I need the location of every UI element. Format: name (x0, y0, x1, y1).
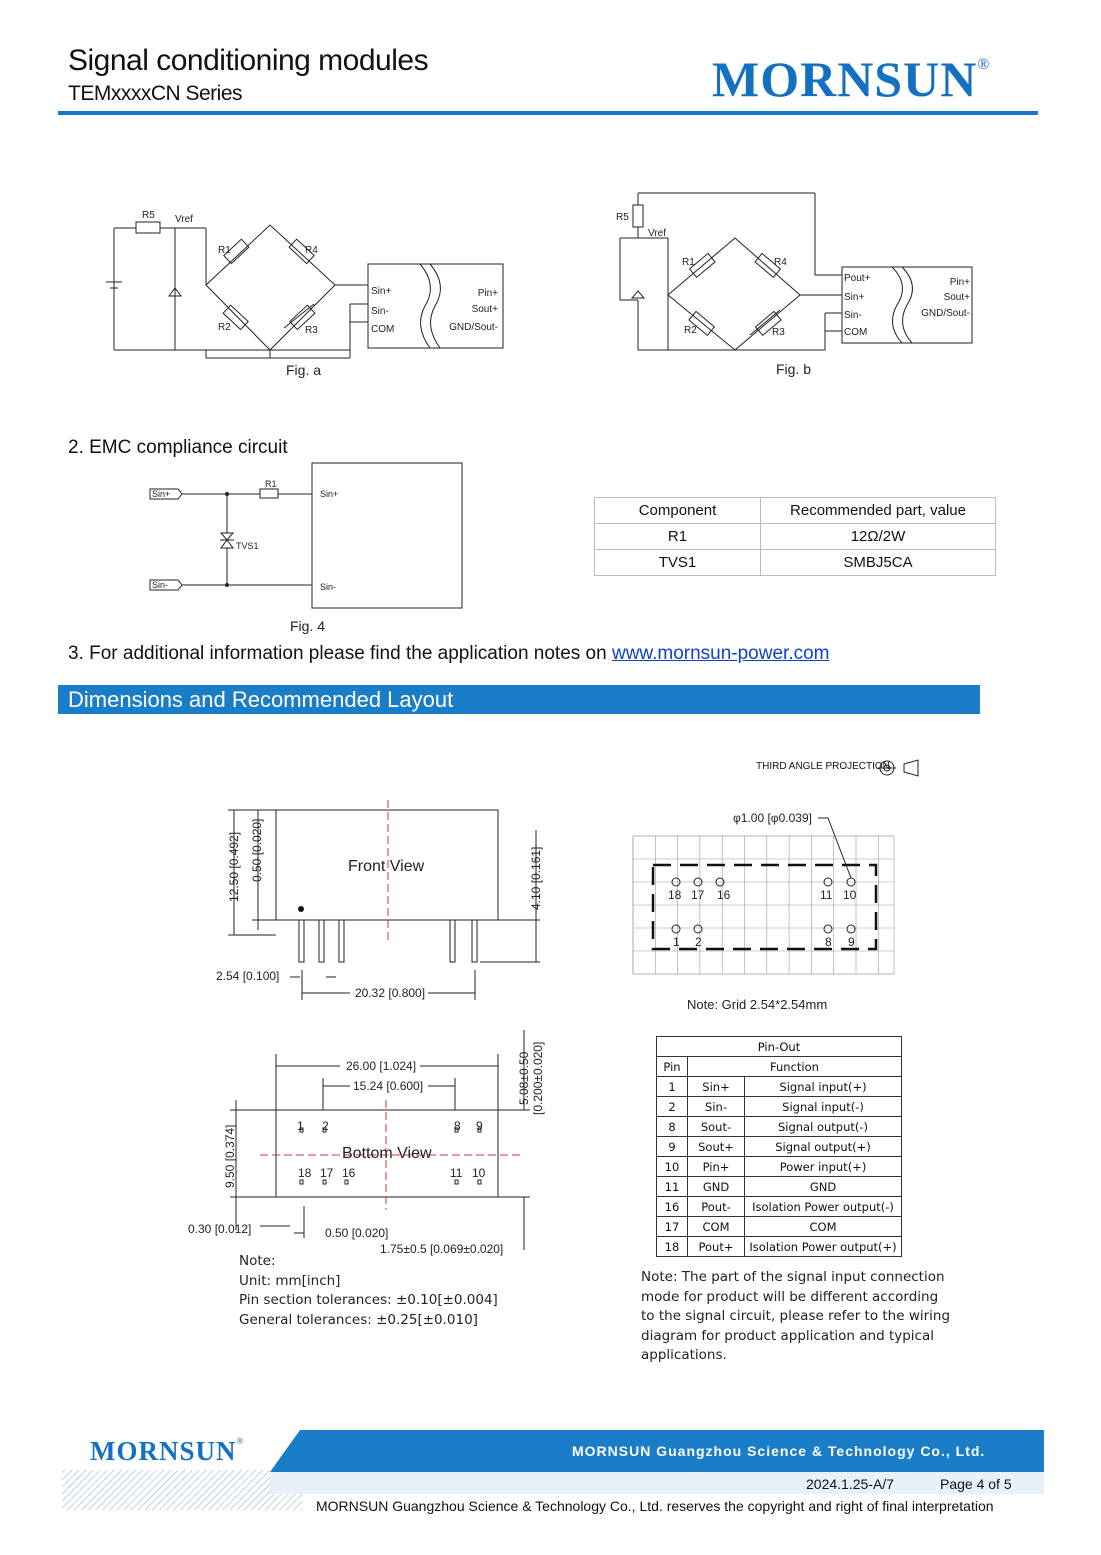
pin-number: 2 (657, 1097, 688, 1117)
emc-circuit (140, 460, 470, 640)
layout-pin-10: 10 (843, 888, 857, 902)
table-row (657, 1077, 902, 1097)
table-row (657, 1217, 902, 1237)
pin-width: 0.30 [0.012] (188, 1222, 252, 1236)
pin-name: Sin+ (688, 1077, 745, 1097)
pin-function: Isolation Power output(-) (745, 1197, 902, 1217)
table-row (657, 1137, 902, 1157)
bottom-view-pin-span: 15.24 [0.600] (353, 1079, 424, 1093)
bottom-pin-16: 16 (342, 1166, 356, 1180)
note-line: Unit: mm[inch] (239, 1272, 341, 1289)
fig-b-pout-plus: Pout+ (844, 273, 871, 284)
fig-b-caption: Fig. b (776, 361, 812, 377)
pin-function: Power input(+) (745, 1157, 902, 1177)
fig-b-r2-label: R2 (684, 325, 697, 336)
note-line: Note: (239, 1253, 276, 1269)
pin-name: Sin- (688, 1097, 745, 1117)
pin-function: GND (745, 1177, 902, 1197)
logo-text: MORNSUN (712, 51, 978, 107)
emc-r1-label: R1 (265, 479, 277, 489)
fig-b-r4-label: R4 (774, 257, 787, 268)
layout-pin-9: 9 (848, 935, 855, 949)
emc-sin-minus-tag: Sin- (152, 580, 169, 590)
fig-b-r5-label: R5 (616, 212, 629, 223)
fig-b-vref-label: Vref (648, 228, 666, 239)
note-line: applications. (641, 1347, 727, 1363)
emc-sin-plus-pin: Sin+ (320, 489, 339, 499)
footer-logo-text: MORNSUN (90, 1436, 237, 1466)
table-row (657, 1157, 902, 1177)
fig-b-sout-plus: Sout+ (943, 292, 970, 303)
note-line: mode for product will be different according (641, 1288, 939, 1305)
pin-name: Sout+ (688, 1137, 745, 1157)
layout-pin-11: 11 (820, 888, 833, 902)
pin1-marker-icon (298, 906, 304, 912)
fig-a-r4-label: R4 (305, 245, 318, 256)
pin-function: Isolation Power output(+) (745, 1237, 902, 1257)
page-title: Signal conditioning modules (68, 44, 429, 77)
front-view-height: 12.50 [0.492] (227, 831, 241, 902)
fig-a-com: COM (371, 324, 395, 335)
pin-name: Pout+ (688, 1237, 745, 1257)
fig-b-r1-label: R1 (682, 257, 695, 268)
page-number: Page 4 of 5 (940, 1476, 1012, 1492)
component-table (594, 497, 996, 576)
fig-a-sin-minus: Sin- (371, 306, 389, 317)
mornsun-website-link[interactable]: www.mornsun-power.com (611, 643, 830, 664)
bottom-pin-9: 9 (476, 1119, 483, 1133)
bottom-pin-18: 18 (298, 1166, 312, 1180)
table-title: Pin-Out (657, 1037, 902, 1057)
pin-function: Signal input(-) (745, 1097, 902, 1117)
table-row (657, 1177, 902, 1197)
hole-diameter: φ1.00 [φ0.039] (733, 811, 812, 825)
pin-function: Signal input(+) (745, 1077, 902, 1097)
fig-b-sin-plus: Sin+ (844, 292, 865, 303)
fig-a-circuit (100, 200, 520, 385)
table-row (657, 1117, 902, 1137)
grid-note: Note: Grid 2.54*2.54mm (687, 997, 828, 1012)
bottom-pin-10: 10 (472, 1166, 486, 1180)
fig-a-r2-label: R2 (218, 322, 231, 333)
fig-b-pin-plus: Pin+ (949, 277, 970, 288)
pin-diameter: 0.50 [0.020] (325, 1226, 389, 1240)
emc-sin-plus-tag: Sin+ (152, 489, 171, 499)
front-view-gap: 0.50 [0.020] (250, 818, 264, 882)
pinout-table (656, 1036, 902, 1257)
pin-number: 17 (657, 1217, 688, 1237)
fig-b-com: COM (844, 327, 868, 338)
pin-name: GND (688, 1177, 745, 1197)
note-line: to the signal circuit, please refer to the wiring (641, 1308, 951, 1324)
fig-a-r3-label: R3 (305, 325, 318, 336)
bottom-view-height: 9.50 [0.374] (223, 1124, 237, 1188)
front-view-drawing (210, 800, 550, 1010)
header-rule (58, 111, 1038, 115)
fig-b-gnd-sout: GND/Sout- (921, 308, 970, 319)
bottom-view-width: 26.00 [1.024] (346, 1059, 417, 1073)
fig-a-sout-plus: Sout+ (471, 304, 498, 315)
footer-date: 2024.1.25-A/7 (806, 1476, 894, 1492)
bottom-pin-11: 11 (450, 1166, 463, 1180)
note-line: Pin section tolerances: ±0.10[±0.004] (239, 1292, 498, 1308)
pin-function: COM (745, 1217, 902, 1237)
note-line: Note: The part of the signal input connection (641, 1269, 945, 1285)
footer-registered-mark: ® (236, 1436, 245, 1446)
projection-label: THIRD ANGLE PROJECTION (756, 761, 890, 772)
table-row (657, 1237, 902, 1257)
front-view-span: 20.32 [0.800] (355, 986, 426, 1000)
table-row (595, 498, 996, 524)
pin-name: Pout- (688, 1197, 745, 1217)
note-text: 3. For additional information please find the application notes on (68, 643, 612, 664)
fig-a-pin-plus: Pin+ (477, 288, 498, 299)
pin-function: Signal output(-) (745, 1117, 902, 1137)
pin-function: Signal output(+) (745, 1137, 902, 1157)
table-row (657, 1037, 902, 1057)
fig-b-r3-label: R3 (772, 327, 785, 338)
emc-caption: Fig. 4 (290, 618, 326, 634)
table-header: Component (595, 498, 761, 524)
pin-name: Sout- (688, 1117, 745, 1137)
layout-pin-17: 17 (691, 888, 705, 902)
pinout-note (641, 1268, 950, 1366)
bottom-pin-17: 17 (320, 1166, 334, 1180)
table-cell: SMBJ5CA (761, 550, 996, 576)
table-header: Function (688, 1057, 902, 1077)
pin-name: COM (688, 1217, 745, 1237)
emc-heading: 2. EMC compliance circuit (68, 437, 288, 458)
fig-b-circuit (610, 185, 980, 385)
table-row (657, 1197, 902, 1217)
fig-a-gnd-sout: GND/Sout- (449, 322, 498, 333)
layout-pin-2: 2 (695, 935, 702, 949)
front-view-pitch: 2.54 [0.100] (216, 969, 280, 983)
bottom-view-title: Bottom View (342, 1145, 432, 1162)
registered-mark: ® (977, 56, 991, 73)
layout-pin-8: 8 (825, 935, 832, 949)
pin-number: 16 (657, 1197, 688, 1217)
table-cell: 12Ω/2W (761, 524, 996, 550)
additional-info-note (68, 643, 830, 665)
layout-pin-1: 1 (673, 935, 680, 949)
pin-name: Pin+ (688, 1157, 745, 1177)
emc-tvs1-label: TVS1 (236, 541, 259, 551)
pin-number: 9 (657, 1137, 688, 1157)
table-row (657, 1057, 902, 1077)
fig-a-caption: Fig. a (286, 362, 322, 378)
series-name: TEMxxxxCN Series (68, 82, 243, 105)
bottom-pin-1: 1 (297, 1119, 304, 1133)
table-row (657, 1097, 902, 1117)
fig-a-sin-plus: Sin+ (371, 286, 392, 297)
bottom-pin-8: 8 (454, 1119, 461, 1133)
table-header: Pin (657, 1057, 688, 1077)
footer-company: MORNSUN Guangzhou Science & Technology Co., Ltd. (572, 1443, 986, 1459)
copyright: MORNSUN Guangzhou Science & Technology Co., Ltd. reserves the copyright and right of final interpretation (316, 1498, 994, 1514)
pin-number: 11 (657, 1177, 688, 1197)
pin-offset: 1.75±0.5 [0.069±0.020] (380, 1242, 504, 1256)
layout-pin-16: 16 (717, 888, 731, 902)
bottom-view-row-pitch-inch: [0.200±0.020] (531, 1041, 545, 1115)
note-line: diagram for product application and typical (641, 1327, 934, 1344)
pin-number: 10 (657, 1157, 688, 1177)
pin-number: 8 (657, 1117, 688, 1137)
layout-pin-18: 18 (668, 888, 682, 902)
fig-a-r5-label: R5 (142, 210, 155, 221)
recommended-layout-drawing (630, 808, 900, 1018)
fig-a-r1-label: R1 (218, 245, 231, 256)
front-view-pin-length: 4.10 [0.161] (529, 846, 543, 910)
table-cell: TVS1 (595, 550, 761, 576)
pin-number: 18 (657, 1237, 688, 1257)
note-line: General tolerances: ±0.25[±0.010] (239, 1311, 478, 1328)
section-title: Dimensions and Recommended Layout (68, 687, 454, 712)
fig-a-vref-label: Vref (175, 214, 193, 225)
footer-logo (90, 1436, 244, 1467)
bottom-view-drawing (180, 1030, 560, 1260)
table-cell: R1 (595, 524, 761, 550)
emc-sin-minus-pin: Sin- (320, 582, 337, 592)
dimension-notes (239, 1252, 498, 1330)
fig-b-sin-minus: Sin- (844, 310, 862, 321)
bottom-view-row-pitch: 5.08±0.50 (517, 1051, 531, 1105)
bottom-pin-2: 2 (322, 1119, 329, 1133)
table-row (595, 524, 996, 550)
front-view-title: Front View (348, 858, 425, 875)
section-banner (58, 685, 980, 714)
projection-icon (878, 758, 922, 778)
pin-number: 1 (657, 1077, 688, 1097)
table-row (595, 550, 996, 576)
mornsun-logo (712, 50, 990, 108)
table-header: Recommended part, value (761, 498, 996, 524)
